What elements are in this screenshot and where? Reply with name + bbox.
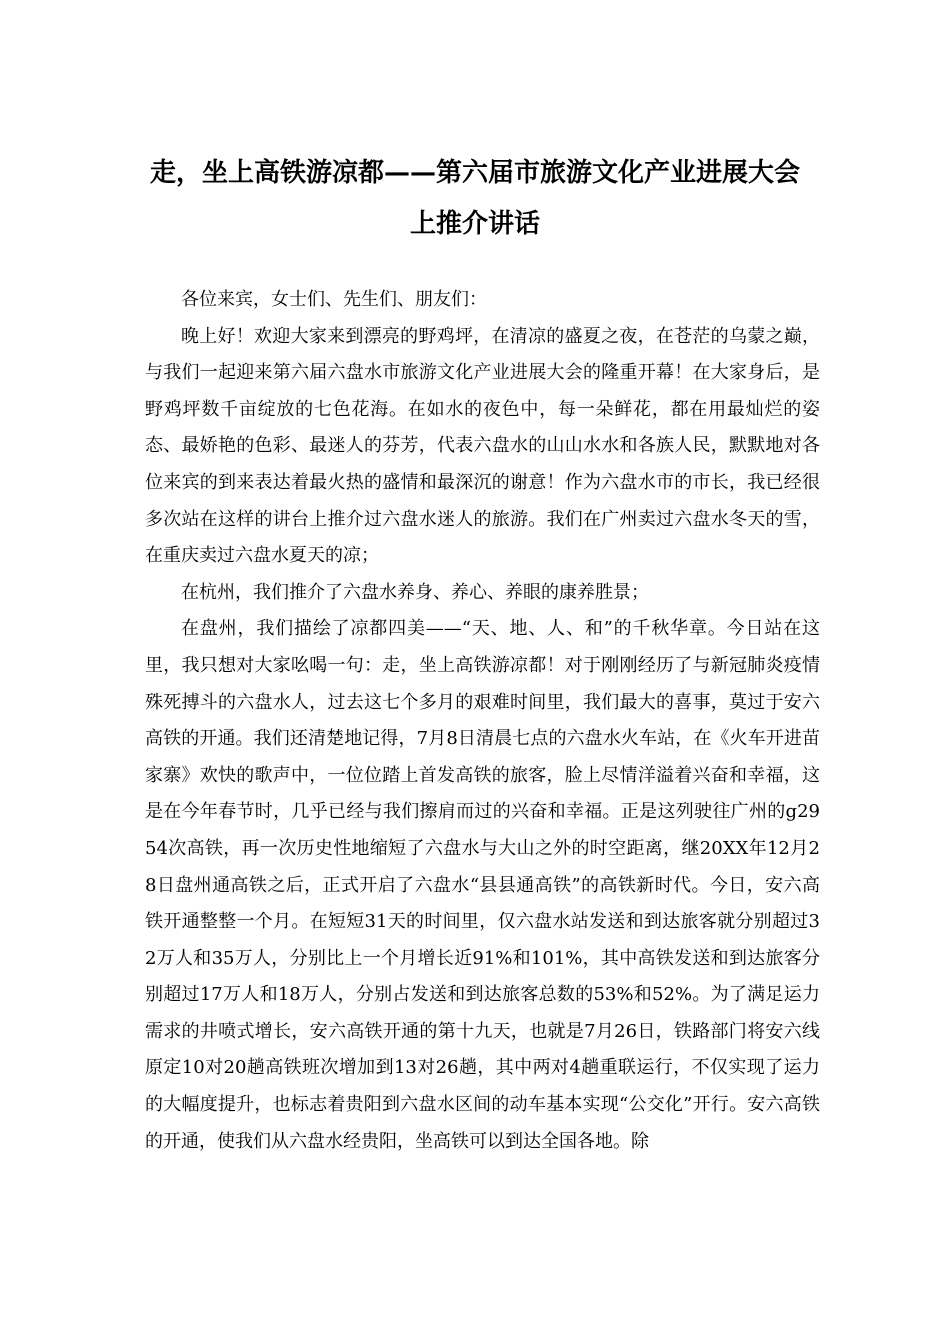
- paragraph-greeting: 晚上好！欢迎大家来到漂亮的野鸡坪，在清凉的盛夏之夜，在苍茫的乌蒙之巅，与我们一起迎来第六届六盘水市旅游文化产业进展大会的隆重开幕！在大家身后，是野鸡坪数千亩绽放的七色花海。在如水的夜色中，每一朵鲜花，都在用最灿烂的姿态、最娇艳的色彩、最迷人的芬芳，代表六盘水的山山水水和各族人民，默默地对各位来宾的到来表达着最火热的盛情和最深沉的谢意！作为六盘水市的市长，我已经很多次站在这样的讲台上推介过六盘水迷人的旅游。我们在广州卖过六盘水冬天的雪，在重庆卖过六盘水夏天的凉；: [145, 325, 820, 567]
- document-body: [145, 282, 820, 1160]
- paragraph-panzhou: 在盘州，我们描绘了凉都四美——“天、地、人、和”的千秋华章。今日站在这里，我只想对大家吆喝一句：走，坐上高铁游凉都！对于刚刚经历了与新冠肺炎疫情殊死搏斗的六盘水人，过去这七个多月的艰难时间里，我们最大的喜事，莫过于安六高铁的开通。我们还清楚地记得，7月8日清晨七点的六盘水火车站，在《火车开进苗家寨》欢快的歌声中，一位位踏上首发高铁的旅客，脸上尽情洋溢着兴奋和幸福，这是在今年春节时，几乎已经与我们擦肩而过的兴奋和幸福。正是这列驶往广州的g2954次高铁，再一次历史性地缩短了六盘水与大山之外的时空距离，继20XX年12月28日盘州通高铁之后，正式开启了六盘水“县县通高铁”的高铁新时代。今日，安六高铁开通整整一个月。在短短31天的时间里，仅六盘水站发送和到达旅客就分别超过32万人和35万人，分别比上一个月增长近91%和101%，其中高铁发送和到达旅客分别超过17万人和18万人，分别占发送和到达旅客总数的53%和52%。为了满足运力需求的井喷式增长，安六高铁开通的第十九天，也就是7月26日，铁路部门将安六线原定10对20趟高铁班次增加到13对26趟，其中两对4趟重联运行，不仅实现了运力的大幅度提升，也标志着贵阳到六盘水区间的动车基本实现“公交化”开行。安六高铁的开通，使我们从六盘水经贵阳，坐高铁可以到达全国各地。除: [145, 618, 820, 1152]
- document-title-line-1: 走，坐上高铁游凉都——第六届市旅游文化产业进展大会: [149, 158, 800, 188]
- paragraph-hangzhou: 在杭州，我们推介了六盘水养身、养心、养眼的康养胜景；: [181, 581, 649, 603]
- paragraph-salutation: 各位来宾，女士们、先生们、朋友们：: [181, 289, 487, 310]
- document-title-line-2: 上推介讲话: [409, 209, 540, 239]
